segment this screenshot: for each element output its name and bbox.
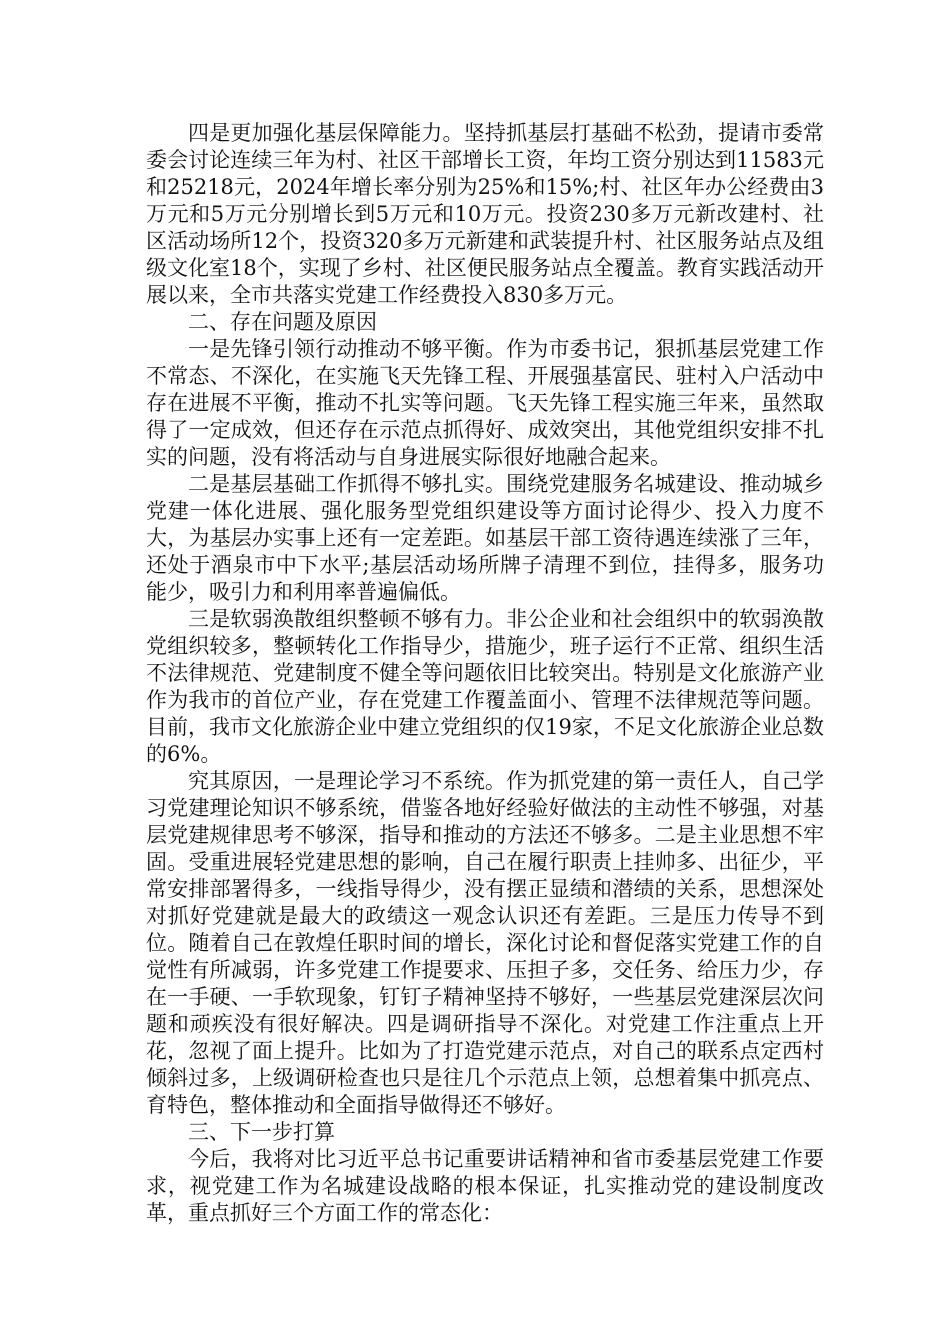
document-body — [146, 120, 824, 1227]
paragraph-root-causes: 究其原因，一是理论学习不系统。作为抓党建的第一责任人，自己学习党建理论知识不够系统，借鉴各地好经验好做法的主动性不够强，对基层党建规律思考不够深，指导和推动的方法还不够多。二是主业思想不牢固。受重进展轻党建思想的影响，自己在履行职责上挂帅多、出征少，平常安排部署得多，一线指导得少，没有摆正显绩和潜绩的关系，思想深处对抓好党建就是最大的政绩这一观念认识还有差距。三是压力传导不到位。随着自己在敦煌任职时间的增长，深化讨论和督促落实党建工作的自觉性有所减弱，许多党建工作提要求、压担子多，交任务、给压力少，存在一手硬、一手软现象，钉钉子精神坚持不够好，一些基层党建深层次问题和顽疾没有很好解决。四是调研指导不深化。对党建工作注重点上开花，忽视了面上提升。比如为了打造党建示范点，对自己的联系点定西村倾斜过多，上级调研检查也只是往几个示范点上领，总想着集中抓亮点、育特色，整体推动和全面指导做得还不够好。 — [146, 769, 824, 1117]
section-heading-next-steps: 三、下一步打算 — [188, 1120, 335, 1144]
paragraph-grassroots-support: 四是更加强化基层保障能力。坚持抓基层打基础不松劲，提请市委常委会讨论连续三年为村、社区干部增长工资，年均工资分别达到11583元和25218元，2024年增长率分别为25%和15%;村、社区年办公经费由3万元和5万元分别增长到5万元和10万元。投资230多万元新改建村、社区活动场所12个，投资320多万元新建和武装提升村、社区服务站点及组级文化室18个，实现了乡村、社区便民服务站点全覆盖。教育实践活动开展以来，全市共落实党建工作经费投入830多万元。 — [146, 121, 824, 307]
paragraph-weak-organizations: 三是软弱涣散组织整顿不够有力。非公企业和社会组织中的软弱涣散党组织较多，整顿转化工作指导少，措施少，班子运行不正常、组织生活不法律规范、党建制度不健全等问题依旧比较突出。特别是文化旅游产业作为我市的首位产业，存在党建工作覆盖面小、管理不法律规范等问题。目前，我市文化旅游企业中建立党组织的仅19家，不足文化旅游企业总数的6%。 — [146, 607, 824, 766]
section-heading-problems: 二、存在问题及原因 — [188, 310, 377, 334]
paragraph-future-plan: 今后，我将对比习近平总书记重要讲话精神和省市委基层党建工作要求，视党建工作为名城建设战略的根本保证，扎实推动党的建设制度改革，重点抓好三个方面工作的常态化： — [146, 1147, 824, 1225]
paragraph-pioneer-action: 一是先锋引领行动推动不够平衡。作为市委书记，狠抓基层党建工作不常态、不深化，在实施飞天先锋工程、开展强基富民、驻村入户活动中存在进展不平衡，推动不扎实等问题。飞天先锋工程实施三年来，虽然取得了一定成效，但还存在示范点抓得好、成效突出，其他党组织安排不扎实的问题，没有将活动与自身进展实际很好地融合起来。 — [146, 337, 824, 469]
paragraph-grassroots-work: 二是基层基础工作抓得不够扎实。围绕党建服务名城建设、推动城乡党建一体化进展、强化服务型党组织建设等方面讨论得少、投入力度不大，为基层办实事上还有一定差距。如基层干部工资待遇连续涨了三年，还处于酒泉市中下水平;基层活动场所牌子清理不到位，挂得多，服务功能少，吸引力和利用率普遍偏低。 — [146, 472, 824, 604]
